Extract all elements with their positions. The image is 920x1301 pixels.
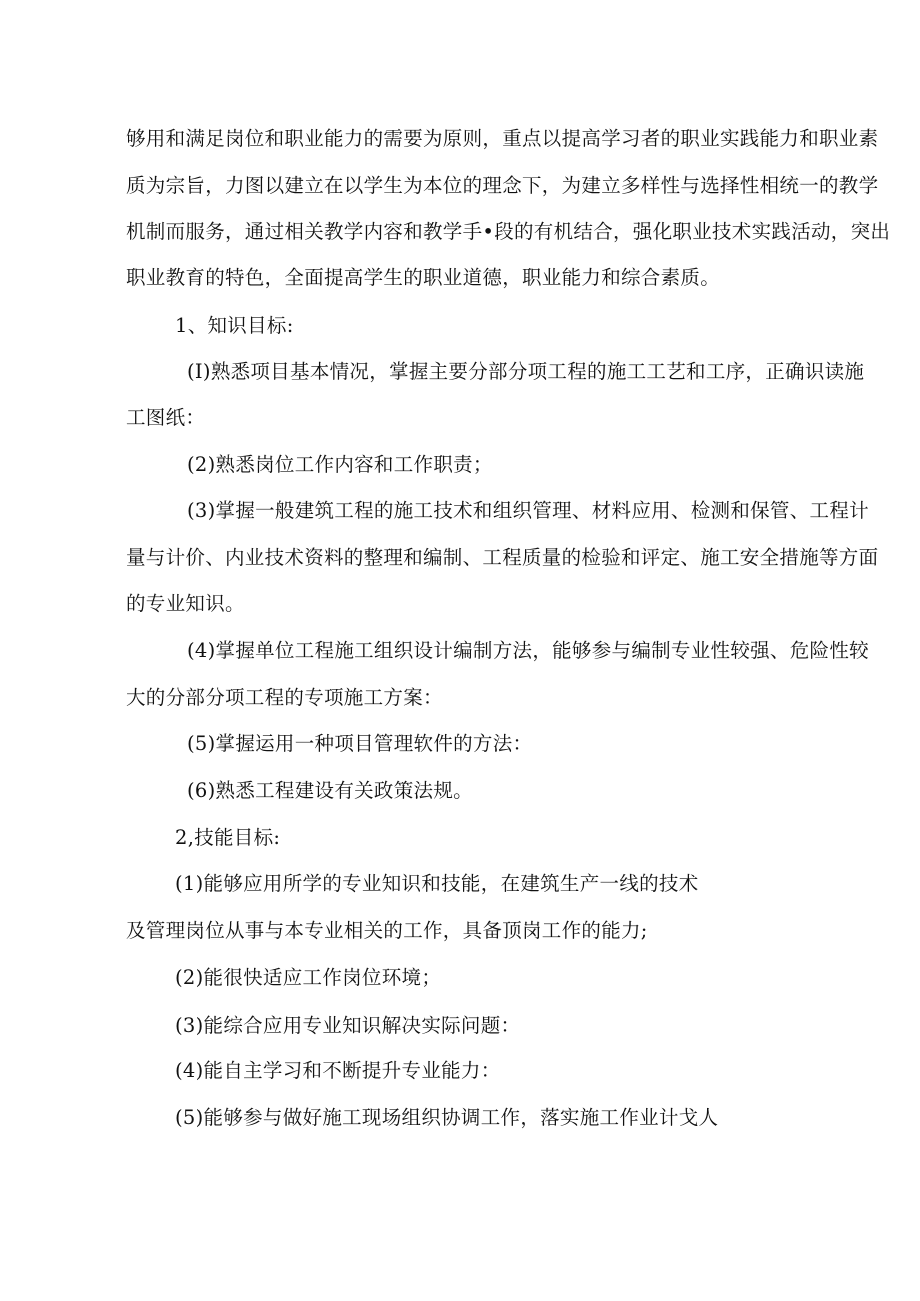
section-heading: 1、知识目标: — [175, 314, 294, 337]
intro-line: 机制而服务，通过相关教学内容和教学手•段的有机结合，强化职业技术实践活动，突出 — [126, 220, 891, 243]
knowledge-item-line: 的专业知识。 — [126, 592, 245, 615]
knowledge-item-line: (6)熟悉工程建设有关政策法规。 — [187, 779, 473, 802]
knowledge-item-line: (2)熟悉岗位工作内容和工作职责； — [187, 453, 493, 476]
skill-item-line: (2)能很快适应工作岗位环境； — [175, 966, 442, 989]
skill-item-line: 及管理岗位从事与本专业相关的工作，具备顶岗工作的能力; — [126, 919, 648, 942]
intro-line: 职业教育的特色，全面提高学生的职业道德，职业能力和综合素质。 — [126, 266, 721, 289]
knowledge-item-line: 量与计价、内业技术资料的整理和编制、工程质量的检验和评定、施工安全措施等方面 — [126, 546, 879, 569]
skill-item-line: (4)能自主学习和不断提升专业能力： — [175, 1059, 501, 1082]
skill-item-line: (5)能够参与做好施工现场组织协调工作，落实施工作业计戈人 — [175, 1106, 719, 1129]
skill-item-line: (1)能够应用所学的专业知识和技能，在建筑生产一线的技术 — [175, 872, 699, 895]
knowledge-item-line: (4)掌握单位工程施工组织设计编制方法，能够参与编制专业性较强、危险性较 — [187, 639, 869, 662]
intro-line: 质为宗旨，力图以建立在以学生为本位的理念下，为建立多样性与选择性相统一的教学 — [126, 174, 879, 197]
knowledge-item-line: 工图纸： — [126, 406, 206, 429]
skill-item-line: (3)能综合应用专业知识解决实际问题： — [175, 1014, 521, 1037]
intro-line: 够用和满足岗位和职业能力的需要为原则，重点以提高学习者的职业实践能力和职业素 — [126, 127, 879, 150]
section-heading: 2,技能目标: — [175, 826, 281, 849]
knowledge-item-line: 大的分部分项工程的专项施工方案： — [126, 686, 443, 709]
knowledge-item-line: (5)掌握运用一种项目管理软件的方法： — [187, 732, 533, 755]
knowledge-item-line: (I)熟悉项目基本情况，掌握主要分部分项工程的施工工艺和工序，正确识读施 — [187, 360, 865, 383]
knowledge-item-line: (3)掌握一般建筑工程的施工技术和组织管理、材料应用、检测和保管、工程计 — [187, 499, 869, 522]
